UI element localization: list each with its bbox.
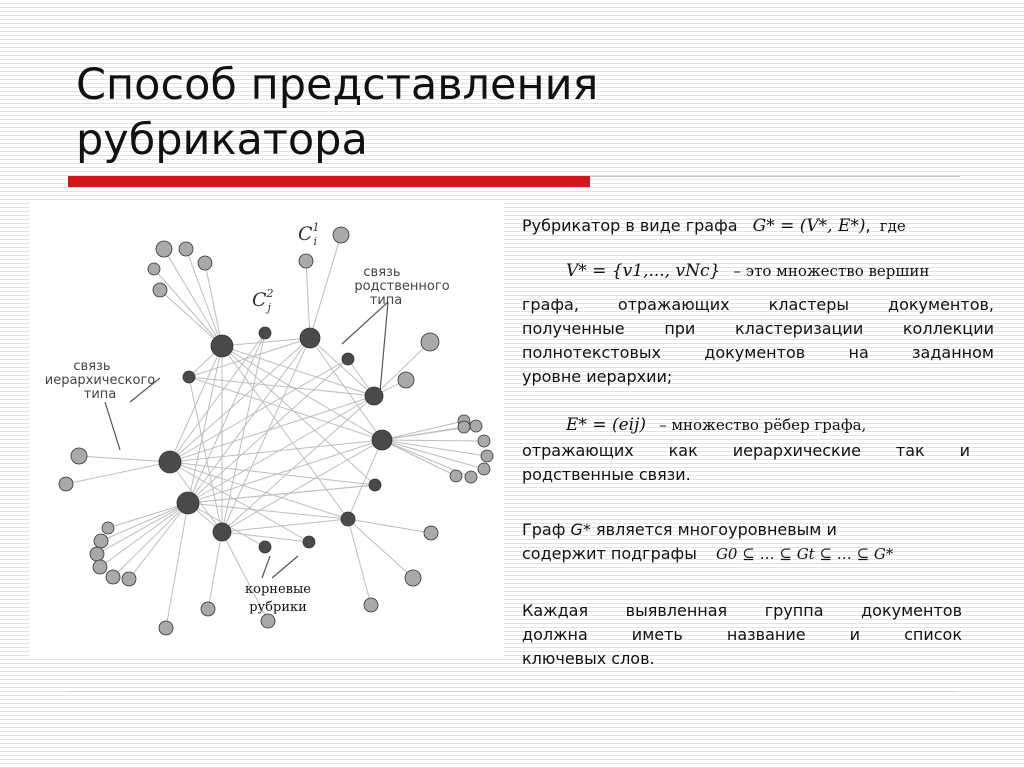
graph-node-cluster (341, 512, 355, 526)
graph-node-leaf (122, 572, 136, 586)
footer-divider-line (68, 691, 956, 692)
graph-edge (66, 462, 170, 484)
graph-node-cluster (365, 387, 383, 405)
title-divider-line (590, 176, 960, 177)
graph-edge (129, 503, 188, 579)
multilevel-line-2 (522, 542, 994, 566)
multilevel-line-2-text: содержит подграфы (522, 544, 697, 563)
label-pointer-line (105, 402, 120, 450)
graph-edge (154, 269, 222, 346)
graph-edge (164, 249, 222, 346)
paragraph-vertices (522, 293, 994, 389)
graph-node-leaf (398, 372, 414, 388)
graph-edge (348, 519, 371, 605)
edge-set-description: – множество рёбер графа, (659, 416, 867, 434)
cluster-1-label: $C^1$ i (298, 221, 320, 248)
graph-node-leaf (159, 621, 173, 635)
graph-node-leaf (90, 547, 104, 561)
graph-node-cluster (342, 353, 354, 365)
graph-node-leaf (481, 450, 493, 462)
graph-node-leaf (59, 477, 73, 491)
vertices-line-2: полученные при кластеризации коллекции (522, 319, 994, 338)
graph-edge (222, 346, 382, 440)
hierarchical-link-label-line-2: иерархического (44, 373, 156, 388)
multilevel-line-1-rest: является многоуровневым и (596, 520, 837, 539)
graph-edge (382, 427, 464, 440)
graph-node-cluster (183, 371, 195, 383)
graph-node-cluster (177, 492, 199, 514)
graph-edge (222, 532, 309, 542)
graph-node-leaf (299, 254, 313, 268)
edge-set-line (566, 413, 986, 437)
graph-edge (100, 503, 188, 567)
group-naming-line-1: Каждая выявленная группа документов (522, 601, 962, 620)
label-pointer-line (262, 556, 270, 578)
graph-node-cluster (259, 541, 271, 553)
paragraph-edges (522, 439, 970, 487)
label-pointer-line (342, 302, 388, 344)
graph-node-leaf (153, 283, 167, 297)
edges-line-1: отражающих как иерархические так и (522, 441, 970, 460)
graph-node-leaf (261, 614, 275, 628)
graph-node-leaf (71, 448, 87, 464)
graph-node-leaf (478, 463, 490, 475)
graph-node-leaf (424, 526, 438, 540)
label-pointer-line (272, 556, 298, 578)
rubricator-graph (30, 200, 504, 658)
graph-node-leaf (470, 420, 482, 432)
vertex-set-line (566, 259, 986, 283)
subgraph-chain-formula: G0 ⊆ … ⊆ Gt ⊆ … ⊆ G* (715, 545, 894, 563)
graph-node-cluster (300, 328, 320, 348)
graph-node-cluster (159, 451, 181, 473)
rubricator-graph-figure (30, 200, 504, 658)
graph-edge (382, 440, 484, 441)
graph-node-leaf (102, 522, 114, 534)
label-pointer-line (380, 302, 388, 392)
graph-formula-comma: , (865, 216, 871, 235)
vertex-set-formula: V* = {v1,..., vNc} (566, 261, 721, 281)
edges-line-2: родственные связи. (522, 465, 691, 484)
graph-node-leaf (94, 534, 108, 548)
multilevel-graph-symbol: G* (570, 520, 591, 539)
graph-edge (208, 532, 222, 609)
graph-node-leaf (93, 560, 107, 574)
paragraph-graph-definition (522, 214, 994, 238)
graph-edge (101, 503, 188, 541)
graph-node-cluster (372, 430, 392, 450)
graph-edge (79, 456, 170, 462)
graph-node-leaf (198, 256, 212, 270)
graph-node-cluster (303, 536, 315, 548)
graph-edge (310, 235, 341, 338)
graph-definition-lead: Рубрикатор в виде графа (522, 216, 738, 235)
graph-node-leaf (364, 598, 378, 612)
graph-node-leaf (156, 241, 172, 257)
graph-node-leaf (478, 435, 490, 447)
graph-node-leaf (465, 471, 477, 483)
graph-formula: G* = (V*, E*) (752, 216, 866, 236)
graph-node-leaf (450, 470, 462, 482)
related-link-label-line-1: связь (363, 265, 401, 280)
vertices-line-3: полнотекстовых документов на заданном (522, 343, 994, 362)
graph-node-leaf (333, 227, 349, 243)
group-naming-line-2: должна иметь название и список (522, 625, 962, 644)
hierarchical-link-label-line-3: типа (83, 387, 117, 402)
graph-edge (188, 359, 348, 503)
related-link-label-line-3: типа (369, 293, 403, 308)
slide-title-line-1: Способ представления (76, 60, 599, 110)
graph-node-leaf (405, 570, 421, 586)
vertices-line-4: уровне иерархии; (522, 367, 673, 386)
graph-edge (382, 421, 464, 440)
root-rubrics-label-line-1: корневые (245, 582, 311, 597)
graph-node-leaf (179, 242, 193, 256)
graph-node-leaf (148, 263, 160, 275)
group-naming-line-3: ключевых слов. (522, 649, 655, 668)
graph-node-cluster (259, 327, 271, 339)
graph-node-cluster (211, 335, 233, 357)
slide-title (76, 58, 976, 168)
graph-edge (170, 462, 375, 485)
graph-node-leaf (421, 333, 439, 351)
vertices-line-1: графа, отражающих кластеры документов, (522, 295, 994, 314)
slide-title-line-2: рубрикатора (76, 115, 368, 165)
graph-node-cluster (213, 523, 231, 541)
graph-edge (188, 396, 374, 503)
edge-set-formula: E* = (eij) (566, 415, 646, 435)
cluster-2-label: $C^2$ j (252, 287, 274, 314)
graph-node-leaf (458, 421, 470, 433)
related-link-label-line-2: родственного (354, 279, 450, 294)
graph-edge (306, 261, 310, 338)
graph-edge (310, 338, 374, 396)
graph-edge (188, 333, 265, 503)
where-word: где (879, 217, 906, 235)
paragraph-multilevel (522, 518, 994, 566)
graph-node-leaf (106, 570, 120, 584)
root-rubrics-label-line-2: рубрики (249, 600, 307, 615)
title-accent-bar (68, 176, 590, 187)
graph-node-leaf (201, 602, 215, 616)
multilevel-graph-word: Граф (522, 520, 566, 539)
hierarchical-link-label-line-1: связь (73, 359, 111, 374)
graph-node-cluster (369, 479, 381, 491)
multilevel-line-1 (522, 518, 994, 542)
paragraph-group-naming (522, 599, 962, 671)
vertex-set-description: – это множество вершин (733, 262, 930, 280)
